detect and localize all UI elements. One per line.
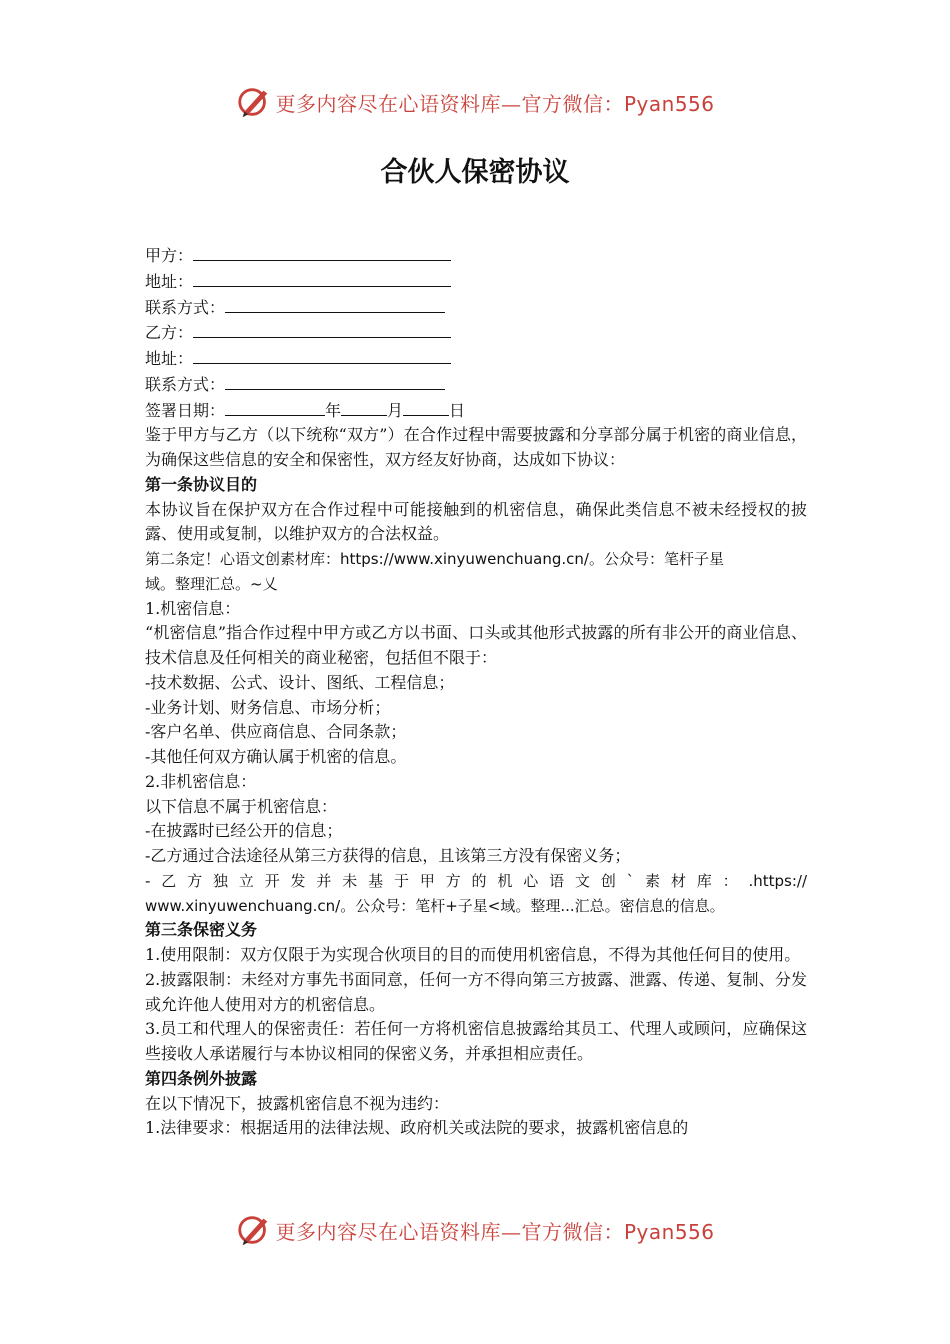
fill-blank <box>403 398 449 416</box>
article-3-heading: 第三条保密义务 <box>145 920 258 940</box>
fill-blank <box>225 398 325 416</box>
fill-blank <box>225 372 445 390</box>
page-title: 合伙人保密协议 <box>380 157 570 188</box>
article-2-sub1-body: “机密信息”指合作过程中甲方或乙方以书面、口头或其他形式披露的所有非公开的商业信息、技术信息及任何相关的商业秘密，包括但不限于： <box>145 623 807 667</box>
list-item-cont: www.xinyuwenchuang.cn/。公众号：笔杆+子星<域。整理...汇总。密信息的信息。 <box>145 896 725 915</box>
address-a-field: 地址： <box>145 269 807 295</box>
pen-logo-icon <box>235 83 273 121</box>
party-a-field: 甲方： <box>145 243 807 269</box>
contact-a-field: 联系方式： <box>145 295 807 321</box>
document-body <box>145 243 807 1141</box>
watermark-banner-top <box>0 82 950 122</box>
intro-paragraph: 鉴于甲方与乙方（以下统称“双方”）在合作过程中需要披露和分享部分属于机密的商业信息，为确保这些信息的安全和保密性，双方经友好协商，达成如下协议： <box>145 425 807 469</box>
article-2-sub2-title: 2.非机密信息： <box>145 771 257 791</box>
watermark-text: 更多内容尽在心语资料库—官方微信：Pyan556 <box>275 1219 715 1244</box>
list-item: -客户名单、供应商信息、合同条款； <box>145 722 407 742</box>
watermark-text: 更多内容尽在心语资料库—官方微信：Pyan556 <box>275 91 715 116</box>
list-item: -技术数据、公式、设计、图纸、工程信息； <box>145 672 455 692</box>
address-b-field: 地址： <box>145 346 807 372</box>
contact-b-field: 联系方式： <box>145 372 807 398</box>
article-4-item: 1.法律要求：根据适用的法律法规、政府机关或法院的要求，披露机密信息的 <box>145 1118 689 1138</box>
fill-blank <box>193 243 451 261</box>
list-item: -在披露时已经公开的信息； <box>145 821 343 841</box>
fill-blank <box>225 295 445 313</box>
fill-blank <box>193 320 451 338</box>
fill-blank <box>193 269 451 287</box>
article-2-heading-cont: 域。整理汇总。~乂 <box>145 574 278 593</box>
list-item: -乙方独立开发并未基于甲方的机心语文创`素材库：.https:// <box>145 871 807 890</box>
list-item: -乙方通过合法途径从第三方获得的信息，且该第三方没有保密义务； <box>145 846 631 865</box>
fill-blank <box>341 398 387 416</box>
list-item: -其他任何双方确认属于机密的信息。 <box>145 747 407 766</box>
article-2-sub1-title: 1.机密信息： <box>145 598 241 618</box>
article-1-heading: 第一条协议目的 <box>145 474 258 494</box>
article-2-sub2-intro: 以下信息不属于机密信息： <box>145 796 338 816</box>
fill-blank <box>193 346 451 364</box>
article-4-intro: 在以下情况下，披露机密信息不视为违约： <box>145 1093 450 1113</box>
pen-logo-icon <box>235 1211 273 1249</box>
watermark-banner-bottom <box>0 1210 950 1250</box>
sign-date-field: 签署日期： 年 月 日 <box>145 398 807 424</box>
article-4-heading: 第四条例外披露 <box>145 1068 258 1088</box>
article-1-body: 本协议旨在保护双方在合作过程中可能接触到的机密信息，确保此类信息不被未经授权的披露、使用或复制，以维护双方的合法权益。 <box>145 499 807 544</box>
article-3-item: 1.使用限制：双方仅限于为实现合伙项目的目的而使用机密信息，不得为其他任何目的使用。 <box>145 945 801 964</box>
article-2-heading: 第二条定！心语文创素材库：https://www.xinyuwenchuang.cn/。公众号：笔杆子星 <box>145 550 724 568</box>
article-3-item: 3.员工和代理人的保密责任：若任何一方将机密信息披露给其员工、代理人或顾问，应确保这些接收人承诺履行与本协议相同的保密义务，并承担相应责任。 <box>145 1019 807 1063</box>
article-3-item: 2.披露限制：未经对方事先书面同意，任何一方不得向第三方披露、泄露、传递、复制、分发或允许他人使用对方的机密信息。 <box>145 969 807 1014</box>
list-item: -业务计划、财务信息、市场分析； <box>145 697 391 717</box>
party-b-field: 乙方： <box>145 320 807 346</box>
